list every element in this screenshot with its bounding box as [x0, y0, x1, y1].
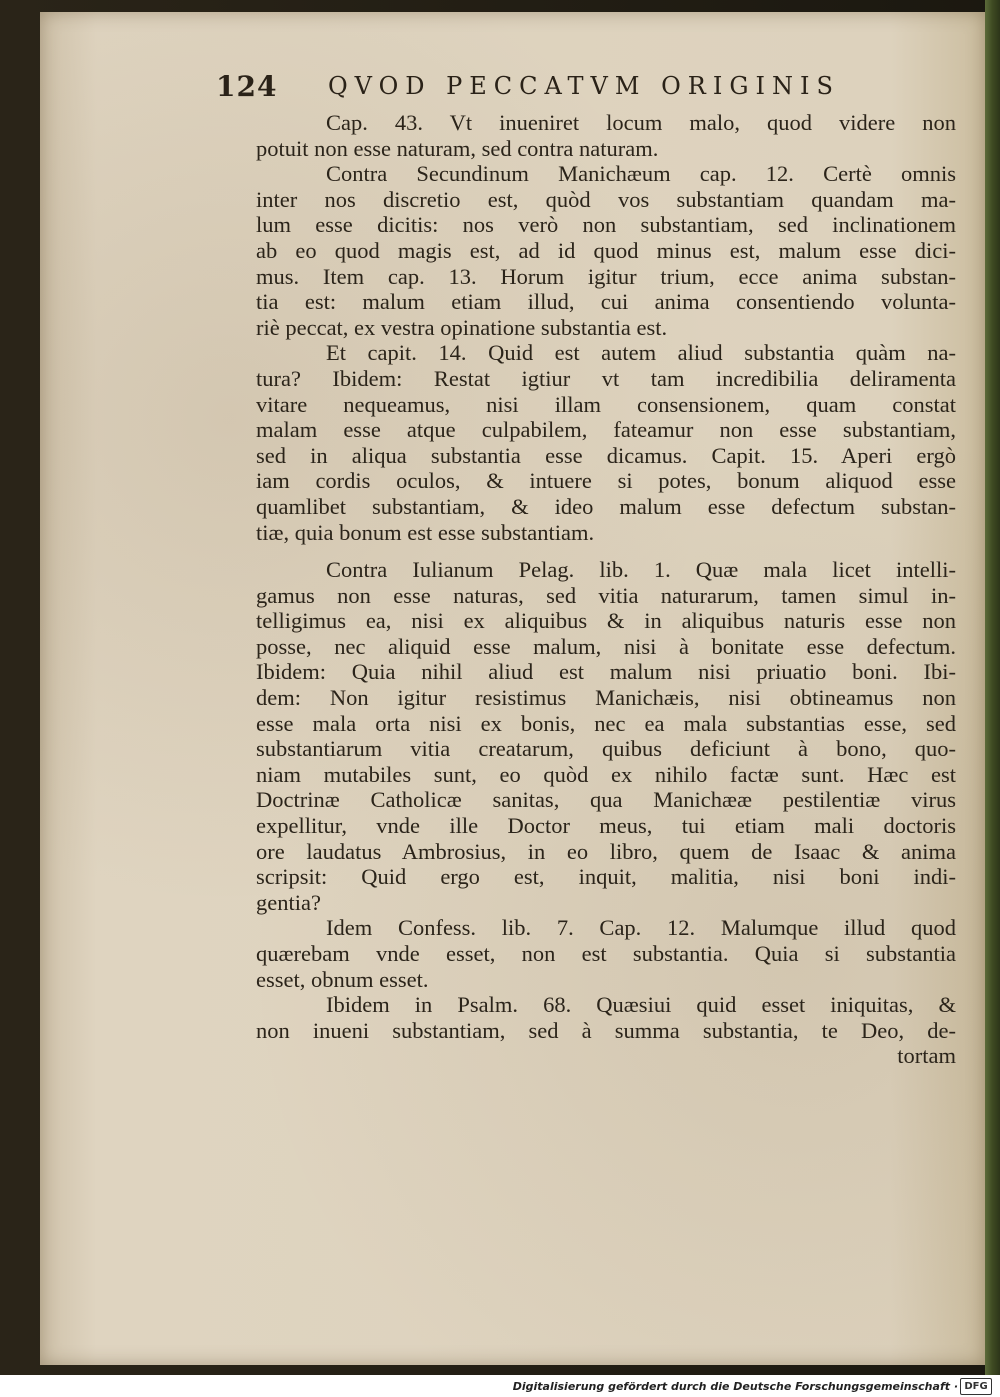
digitization-note: Digitalisierung gefördert durch die Deutsche Forschungsgemeinschaft · — [512, 1380, 958, 1393]
text-line: malam esse atque culpabilem, fateamur non esse substantiam, — [256, 417, 956, 443]
text-line: scripsit: Quid ergo est, inquit, malitia, nisi boni indi- — [256, 864, 956, 890]
text-line: potuit non esse naturam, sed contra naturam. — [256, 135, 659, 161]
text-line: lum esse dicitis: nos verò non substantiam, sed inclinationem — [256, 212, 956, 238]
book-cover-edge — [985, 0, 1000, 1380]
text-line: tura? Ibidem: Restat igtiur vt tam incredibilia deliramenta — [256, 365, 956, 391]
text-line: esset, obnum esset. — [256, 966, 429, 992]
body-text — [256, 110, 956, 1069]
text-line: vitare nequeamus, nisi illam consensionem, quam constat — [256, 391, 956, 417]
text-line: Ibidem: Quia nihil aliud est malum nisi priuatio boni. Ibi- — [256, 659, 956, 685]
text-line: ore laudatus Ambrosius, in eo libro, quem de Isaac & anima — [256, 838, 956, 864]
text-line: inter nos discretio est, quòd vos substantiam quandam ma- — [256, 186, 956, 212]
text-line: esse mala orta nisi ex bonis, nec ea mala substantias esse, sed — [256, 710, 956, 736]
running-head: QVOD PECCATVM ORIGINIS — [328, 72, 840, 100]
text-line: Et capit. 14. Quid est autem aliud substantia quàm na- — [326, 340, 956, 366]
text-line: tiæ, quia bonum est esse substantiam. — [256, 519, 595, 545]
text-line: riè peccat, ex vestra opinatione substantia est. — [256, 314, 668, 340]
page-number: 124 — [216, 70, 278, 103]
text-line: gentia? — [256, 889, 321, 915]
text-line: Contra Secundinum Manichæum cap. 12. Certè omnis — [326, 161, 956, 187]
text-line: quærebam vnde esset, non est substantia. Quia si substantia — [256, 941, 956, 966]
paragraph-gap — [256, 545, 956, 557]
dfg-logo: DFG — [960, 1378, 992, 1395]
text-line: substantiarum vitia creatarum, quibus deficiunt à bono, quo- — [256, 736, 956, 762]
text-line: tia est: malum etiam illud, cui anima consentiendo volunta- — [256, 289, 956, 315]
text-line: quamlibet substantiam, & ideo malum esse defectum substan- — [256, 493, 956, 519]
text-line: posse, nec aliquid esse malum, nisi à bonitate esse defectum. — [256, 633, 956, 659]
text-line: iam cordis oculos, & intuere si potes, bonum aliquod esse — [256, 468, 956, 494]
text-line: Cap. 43. Vt inueniret locum malo, quod videre non — [326, 110, 956, 135]
text-line: gamus non esse naturas, sed vitia naturarum, tamen simul in- — [256, 582, 956, 608]
text-line: Idem Confess. lib. 7. Cap. 12. Malumque illud quod — [326, 915, 956, 941]
text-line: Ibidem in Psalm. 68. Quæsiui quid esset iniquitas, & — [326, 992, 956, 1018]
text-line: expellitur, vnde ille Doctor meus, tui etiam mali doctoris — [256, 813, 956, 839]
text-line: ab eo quod magis est, ad id quod minus est, malum esse dici- — [256, 237, 956, 263]
text-line: dem: Non igitur resistimus Manichæis, nisi obtineamus non — [256, 685, 956, 711]
text-line: Doctrinæ Catholicæ sanitas, qua Manichææ pestilentiæ virus — [256, 787, 956, 813]
text-line: sed in aliqua substantia esse dicamus. Capit. 15. Aperi ergò — [256, 442, 956, 468]
text-line: mus. Item cap. 13. Horum igitur trium, ecce anima substan- — [256, 263, 956, 289]
text-line: non inueni substantiam, sed à summa substantia, te Deo, de- — [256, 1017, 956, 1043]
page-header — [216, 70, 936, 110]
text-line: Contra Iulianum Pelag. lib. 1. Quæ mala licet intelli- — [326, 557, 956, 583]
text-line: telligimus ea, nisi ex aliquibus & in aliquibus naturis esse non — [256, 608, 956, 634]
text-line: niam mutabiles sunt, eo quòd ex nihilo factæ sunt. Hæc est — [256, 761, 956, 787]
text-line: tortam — [897, 1043, 956, 1069]
